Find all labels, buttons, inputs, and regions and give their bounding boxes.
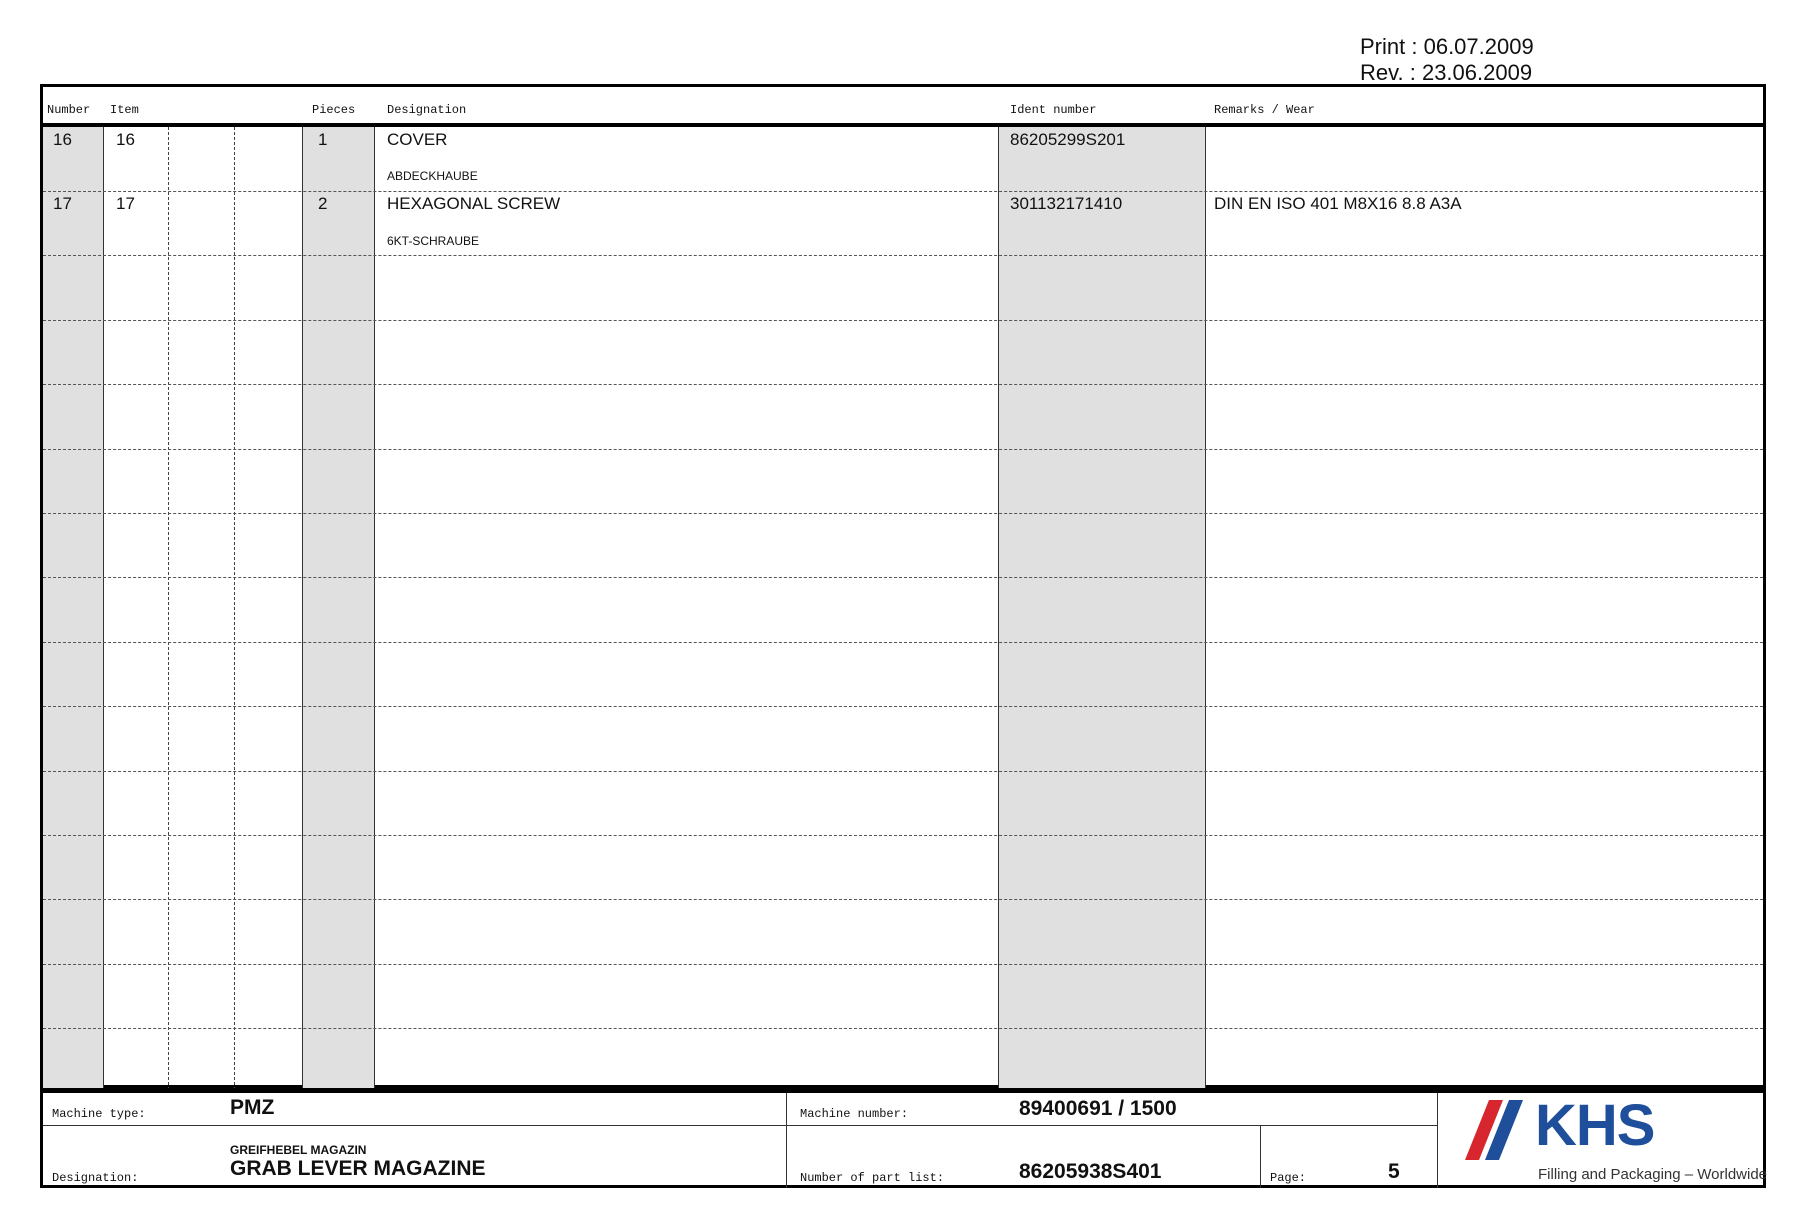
- row-16-designation-de: ABDECKHAUBE: [387, 169, 478, 183]
- row-separator: [43, 899, 1763, 900]
- col-pieces-header: Pieces: [312, 103, 356, 117]
- row-separator: [43, 964, 1763, 965]
- divider-number: [103, 127, 104, 1090]
- row-separator: [43, 191, 1763, 192]
- row-separator: [43, 835, 1763, 836]
- row-16-item: 16: [116, 130, 135, 149]
- rev-row: [1360, 60, 1534, 86]
- divider-pieces-right: [374, 127, 375, 1090]
- row-17-pieces: 2: [318, 194, 328, 213]
- designation-de-value: GREIFHEBEL MAGAZIN: [230, 1143, 367, 1157]
- print-info: [1360, 34, 1534, 86]
- ident-column-shade: [998, 127, 1205, 1090]
- row-separator: [43, 1028, 1763, 1029]
- row-17-number: 17: [53, 194, 72, 213]
- number-column-shade: [43, 127, 103, 1090]
- row-16-pieces: 1: [318, 130, 328, 149]
- divider-ident-left: [998, 127, 999, 1090]
- designation-value: GRAB LEVER MAGAZINE: [230, 1157, 486, 1180]
- print-date: 06.07.2009: [1423, 34, 1534, 59]
- footer-divider: [1260, 1125, 1261, 1188]
- col-item-header: Item: [110, 103, 139, 117]
- machine-type-label: Machine type:: [52, 1107, 146, 1121]
- rev-date: 23.06.2009: [1421, 60, 1533, 85]
- parts-list-sheet: [40, 84, 1766, 1088]
- page-value: 5: [1388, 1160, 1400, 1183]
- page-label: Page:: [1270, 1171, 1307, 1185]
- machine-number-value: 89400691 / 1500: [1019, 1097, 1177, 1120]
- divider-ident-right: [1205, 127, 1206, 1090]
- part-list-value: 86205938S401: [1019, 1160, 1162, 1183]
- footer-divider: [786, 1093, 787, 1188]
- col-designation-header: Designation: [387, 103, 467, 117]
- pieces-column-shade: [302, 127, 374, 1090]
- designation-label: Designation:: [52, 1171, 139, 1185]
- col-remarks-header: Remarks / Wear: [1214, 103, 1315, 117]
- print-row: [1360, 34, 1534, 60]
- row-17-item: 17: [116, 194, 135, 213]
- row-separator: [43, 449, 1763, 450]
- row-separator: [43, 384, 1763, 385]
- row-17-designation-de: 6KT-SCHRAUBE: [387, 234, 480, 248]
- row-16-designation: COVER: [387, 130, 448, 149]
- machine-number-label: Machine number:: [800, 1107, 909, 1121]
- divider-item-a: [168, 127, 169, 1090]
- column-header-row: [43, 87, 1763, 127]
- row-separator: [43, 255, 1763, 256]
- col-number-header: Number: [47, 103, 91, 117]
- row-separator: [43, 577, 1763, 578]
- rev-label: Rev. :: [1360, 60, 1416, 85]
- khs-logo-wordmark: KHS: [1535, 1093, 1655, 1158]
- divider-item-b: [234, 127, 235, 1090]
- row-17-ident: 301132171410: [1010, 194, 1123, 213]
- row-separator: [43, 320, 1763, 321]
- row-16-ident: 86205299S201: [1010, 130, 1126, 149]
- footer-divider: [1437, 1093, 1438, 1188]
- khs-logo-tagline: Filling and Packaging – Worldwide: [1538, 1166, 1768, 1183]
- row-17-remarks: DIN EN ISO 401 M8X16 8.8 A3A: [1214, 194, 1462, 213]
- print-label: Print :: [1360, 34, 1418, 59]
- machine-type-value: PMZ: [230, 1096, 275, 1119]
- divider-pieces-left: [302, 127, 303, 1090]
- parts-table-body: [43, 127, 1763, 1090]
- row-separator: [43, 513, 1763, 514]
- row-17-designation: HEXAGONAL SCREW: [387, 194, 561, 213]
- row-separator: [43, 642, 1763, 643]
- row-separator: [43, 771, 1763, 772]
- row-16-number: 16: [53, 130, 72, 149]
- footer-divider: [43, 1125, 1437, 1126]
- part-list-label: Number of part list:: [800, 1171, 945, 1185]
- col-ident-header: Ident number: [1010, 103, 1097, 117]
- row-separator: [43, 706, 1763, 707]
- khs-logo-stripes-icon: [1465, 1096, 1535, 1166]
